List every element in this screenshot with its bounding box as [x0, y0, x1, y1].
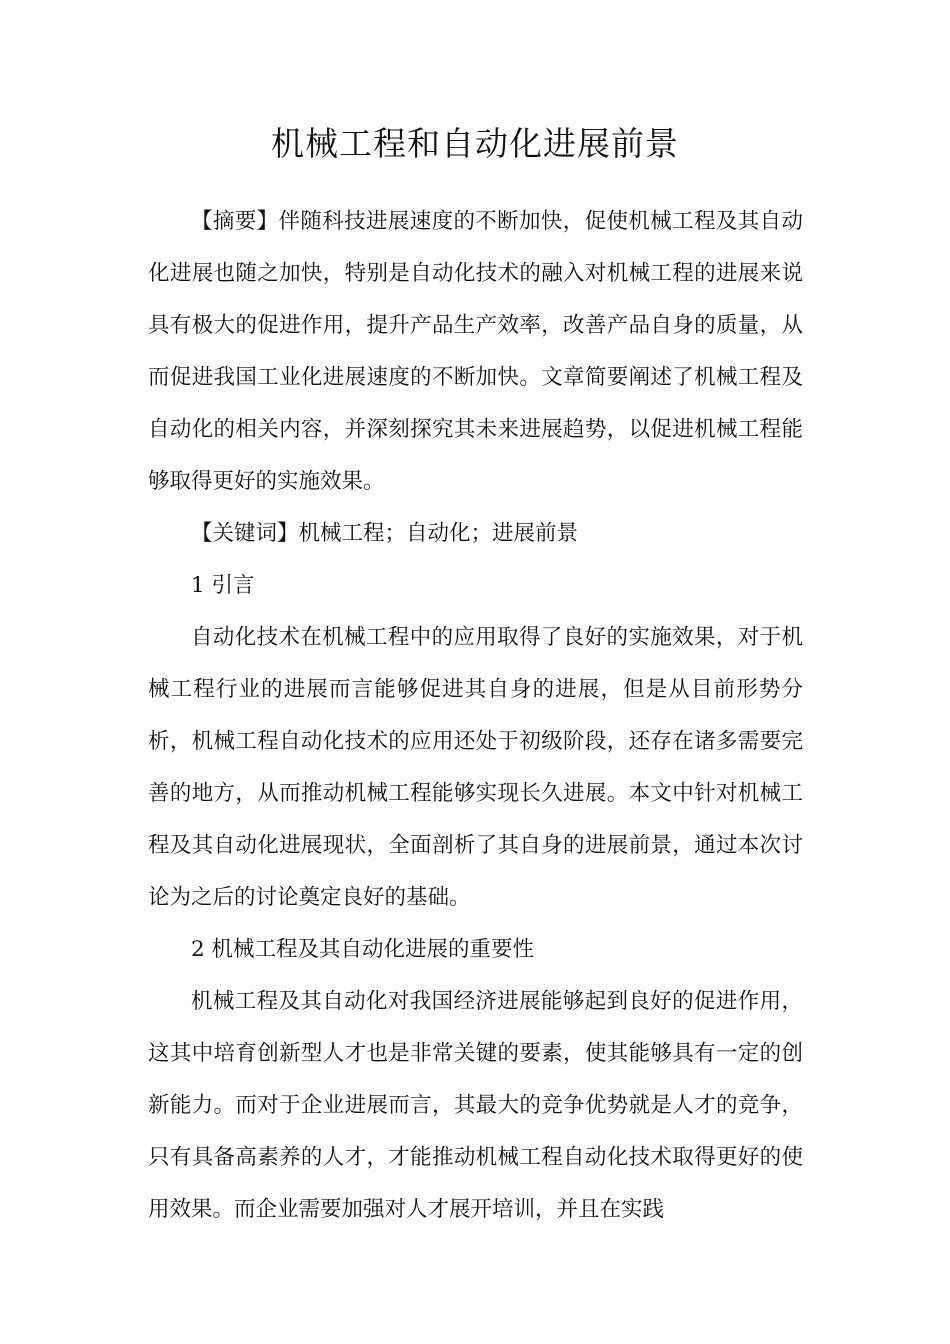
document-title: 机械工程和自动化进展前景 [271, 124, 679, 163]
document-body [148, 196, 803, 1236]
section-1-heading: 1 引言 [191, 573, 255, 598]
keywords-paragraph: 【关键词】机械工程；自动化；进展前景 [191, 521, 579, 546]
section-2-paragraph: 机械工程及其自动化对我国经济进展能够起到良好的促进作用，这其中培育创新型人才也是非常关键的要素，使其能够具有一定的创新能力。而对于企业进展而言，其最大的竞争优势就是人才的竞争，只有具备高素养的人才，才能推动机械工程自动化技术取得更好的使用效果。而企业需要加强对人才展开培训，并且在实践 [148, 989, 803, 1222]
section-2-heading: 2 机械工程及其自动化进展的重要性 [191, 937, 535, 962]
section-1-paragraph: 自动化技术在机械工程中的应用取得了良好的实施效果，对于机械工程行业的进展而言能够促进其自身的进展，但是从目前形势分析，机械工程自动化技术的应用还处于初级阶段，还存在诸多需要完善的地方，从而推动机械工程能够实现长久进展。本文中针对机械工程及其自动化进展现状，全面剖析了其自身的进展前景，通过本次讨论为之后的讨论奠定良好的基础。 [148, 625, 803, 910]
abstract-paragraph: 【摘要】伴随科技进展速度的不断加快，促使机械工程及其自动化进展也随之加快，特别是自动化技术的融入对机械工程的进展来说具有极大的促进作用，提升产品生产效率，改善产品自身的质量，从而促进我国工业化进展速度的不断加快。文章简要阐述了机械工程及自动化的相关内容，并深刻探究其未来进展趋势，以促进机械工程能够取得更好的实施效果。 [148, 209, 803, 494]
